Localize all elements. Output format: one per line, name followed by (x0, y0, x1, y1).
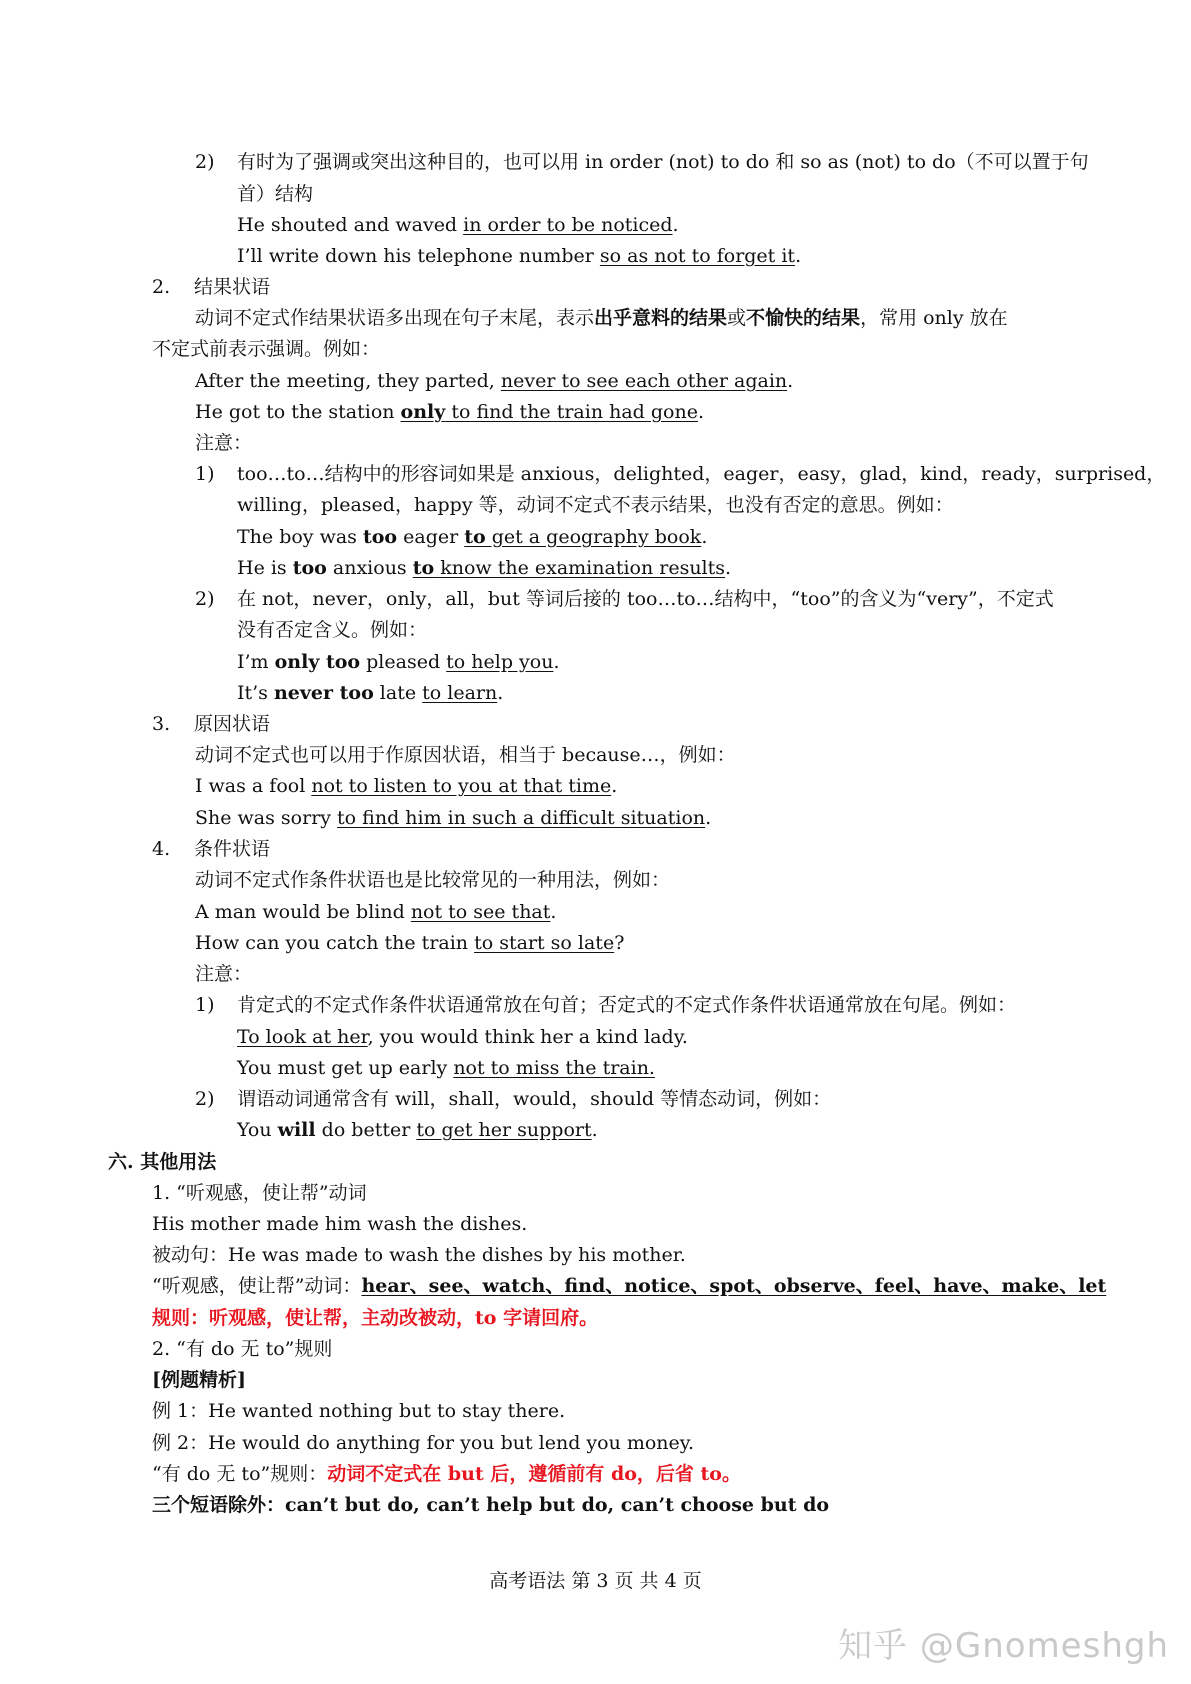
text-line (195, 931, 624, 955)
text-line (195, 369, 793, 393)
text-segment: I was a fool (195, 775, 312, 797)
line-body (194, 712, 270, 736)
text-line (152, 1493, 829, 1517)
text-line (152, 1181, 367, 1205)
text-segment: too…to…结构中的形容词如果是 anxious，delighted，eager，easy，glad，kind，ready，surprised， (237, 463, 1166, 485)
text-line (237, 525, 707, 549)
text-segment: get a geography book (485, 526, 702, 548)
line-body (237, 150, 1089, 174)
text-line (237, 182, 313, 206)
line-body (194, 837, 270, 861)
list-number: 2) (195, 1088, 215, 1110)
text-segment: to (412, 557, 435, 579)
text-segment: ? (614, 932, 625, 954)
text-segment: You must get up early (237, 1057, 454, 1079)
text-segment: to learn (422, 682, 498, 704)
text-segment: too (292, 557, 327, 579)
text-segment: It’s (237, 682, 274, 704)
text-segment: only too (274, 651, 361, 673)
text-segment: anxious (326, 557, 413, 579)
text-line (237, 618, 427, 642)
text-segment: To look at her (237, 1026, 368, 1048)
text-segment: . (701, 526, 708, 548)
text-line (152, 1462, 741, 1486)
text-segment: to help you (446, 651, 554, 673)
text-segment: not to listen to you at that time (311, 775, 612, 797)
list-number: 2) (195, 588, 215, 610)
text-segment: will (277, 1119, 316, 1141)
text-line (152, 1399, 565, 1423)
text-segment: His mother made him wash the dishes. (152, 1213, 528, 1235)
text-segment: “有 do 无 to”规则： (152, 1463, 328, 1485)
text-line (195, 806, 711, 830)
text-segment: The boy was (237, 526, 363, 548)
text-line (152, 1368, 246, 1392)
list-number: 2) (195, 151, 215, 173)
text-line (237, 650, 560, 674)
text-segment: A man would be blind (195, 901, 411, 923)
text-segment: How can you catch the train (195, 932, 475, 954)
text-line (152, 1274, 1106, 1298)
text-segment: to (464, 526, 486, 548)
text-segment: 没有否定含义。例如： (237, 619, 428, 641)
text-segment: so as not to forget it (599, 245, 796, 267)
text-line (152, 1306, 598, 1330)
text-line (152, 1337, 332, 1361)
text-line (195, 962, 252, 986)
text-segment: only (400, 401, 446, 423)
text-segment: to start so late (474, 932, 615, 954)
text-segment: 动词不定式作条件状语也是比较常见的一种用法，例如： (195, 869, 671, 891)
text-segment: . (553, 651, 560, 673)
text-segment: 三个短语除外：can’t but do, can’t help but do, can’t choose but do (152, 1494, 830, 1516)
text-segment: 动词不定式在 but 后，遵循前有 do，后省 to。 (327, 1463, 741, 1485)
text-segment: 六. 其他用法 (108, 1151, 217, 1173)
text-segment: 首）结构 (237, 183, 314, 205)
text-segment: late (373, 682, 423, 704)
text-line (237, 556, 731, 580)
text-line (237, 1056, 655, 1080)
text-segment: pleased (360, 651, 447, 673)
line-body (237, 587, 1054, 611)
text-segment: in order to be noticed (463, 214, 673, 236)
text-segment: “听观感，使让帮”动词： (152, 1275, 362, 1297)
text-segment: to get her support (416, 1119, 592, 1141)
text-segment: After the meeting, they parted, (195, 370, 501, 392)
text-segment: 肯定式的不定式作条件状语通常放在句首；否定式的不定式作条件状语通常放在句尾。例如： (237, 994, 1017, 1016)
text-segment: 有时为了强调或突出这种目的，也可以用 in order (not) to do 和 so as (not) to do（不可以置于句 (237, 151, 1089, 173)
text-segment: 2. “有 do 无 to”规则 (152, 1338, 333, 1360)
list-number: 1) (195, 994, 215, 1016)
text-segment: He is (237, 557, 293, 579)
text-segment: He shouted and waved (237, 214, 464, 236)
line-body (237, 993, 1016, 1017)
list-number: 3. (152, 713, 171, 735)
text-segment: . (725, 557, 732, 579)
text-line (237, 493, 954, 517)
text-line (237, 681, 503, 705)
text-segment: , you would think her a kind lady. (367, 1026, 688, 1048)
line-body (194, 275, 270, 299)
text-segment: He got to the station (195, 401, 401, 423)
text-segment: . (697, 401, 705, 423)
text-segment: . (611, 775, 618, 797)
text-segment: 例 1：He wanted nothing but to stay there. (152, 1400, 566, 1422)
text-segment: . (787, 370, 794, 392)
text-line (237, 1118, 598, 1142)
text-segment: ，常用 only 放在 (860, 307, 1008, 329)
text-line (152, 337, 380, 361)
text-line (152, 1212, 527, 1236)
text-segment: 条件状语 (194, 838, 271, 860)
text-segment: . (591, 1119, 598, 1141)
line-body (237, 462, 1165, 486)
text-segment: . (705, 807, 712, 829)
text-segment: 不定式前表示强调。例如： (152, 338, 381, 360)
page-footer: 高考语法 第 3 页 共 4 页 (489, 1570, 702, 1592)
text-segment: . (550, 901, 557, 923)
text-line (108, 1150, 216, 1174)
text-segment: . (672, 214, 679, 236)
text-segment: know the examination results (434, 557, 726, 579)
text-segment: 原因状语 (194, 713, 271, 735)
text-line (195, 900, 556, 924)
watermark: 知乎 @Gnomeshgh (838, 1626, 1169, 1666)
text-segment: 规则：听观感，使让帮，主动改被动，to 字请回府。 (152, 1307, 599, 1329)
text-segment: do better (315, 1119, 417, 1141)
text-line (237, 1025, 688, 1049)
text-line (195, 306, 1008, 330)
text-line (195, 743, 736, 767)
text-segment: hear、see、watch、find、notice、spot、observe、feel、have、make、let (361, 1275, 1107, 1297)
text-segment: 动词不定式也可以用于作原因状语，相当于 because…，例如： (195, 744, 736, 766)
list-number: 2. (152, 276, 171, 298)
text-segment: I’m (237, 651, 275, 673)
text-segment: 不愉快的结果 (746, 307, 861, 329)
text-segment: . (795, 245, 802, 267)
text-segment: not to miss the train. (453, 1057, 655, 1079)
text-segment: 例 2：He would do anything for you but lend you money. (152, 1432, 695, 1454)
text-segment: 1. “听观感，使让帮”动词 (152, 1182, 367, 1204)
text-line (195, 431, 252, 455)
text-segment: never to see each other again (500, 370, 788, 392)
text-segment: to find him in such a difficult situation (337, 807, 706, 829)
text-segment: 谓语动词通常含有 will，shall，would，should 等情态动词，例如： (237, 1088, 832, 1110)
list-number: 4. (152, 838, 171, 860)
text-segment: not to see that (410, 901, 551, 923)
text-segment: 注意： (195, 432, 253, 454)
text-segment: eager (397, 526, 465, 548)
text-line (195, 868, 670, 892)
text-line (195, 774, 617, 798)
text-line (237, 213, 679, 237)
text-segment: She was sorry (195, 807, 338, 829)
text-segment: 出乎意料的结果 (594, 307, 728, 329)
text-line (152, 1431, 694, 1455)
text-line (195, 400, 704, 424)
text-segment: 注意： (195, 963, 253, 985)
text-segment: 动词不定式作结果状语多出现在句子末尾，表示 (195, 307, 595, 329)
text-segment: [例题精析] (152, 1369, 246, 1391)
text-segment: to find the train had gone (445, 401, 698, 423)
text-segment: 被动句：He was made to wash the dishes by his mother. (152, 1244, 686, 1266)
text-line (237, 244, 801, 268)
text-segment: You (237, 1119, 278, 1141)
text-segment: I’ll write down his telephone number (237, 245, 600, 267)
text-segment: 在 not，never，only，all，but 等词后接的 too…to…结构中，“too”的含义为“very”，不定式 (237, 588, 1054, 610)
text-segment: 结果状语 (194, 276, 271, 298)
text-segment: . (497, 682, 504, 704)
text-segment: willing，pleased，happy 等，动词不定式不表示结果，也没有否定的意思。例如： (237, 494, 954, 516)
list-number: 1) (195, 463, 215, 485)
line-body (237, 1087, 831, 1111)
text-segment: 或 (727, 307, 747, 329)
text-segment: too (362, 526, 398, 548)
text-segment: never too (273, 682, 374, 704)
text-line (152, 1243, 686, 1267)
